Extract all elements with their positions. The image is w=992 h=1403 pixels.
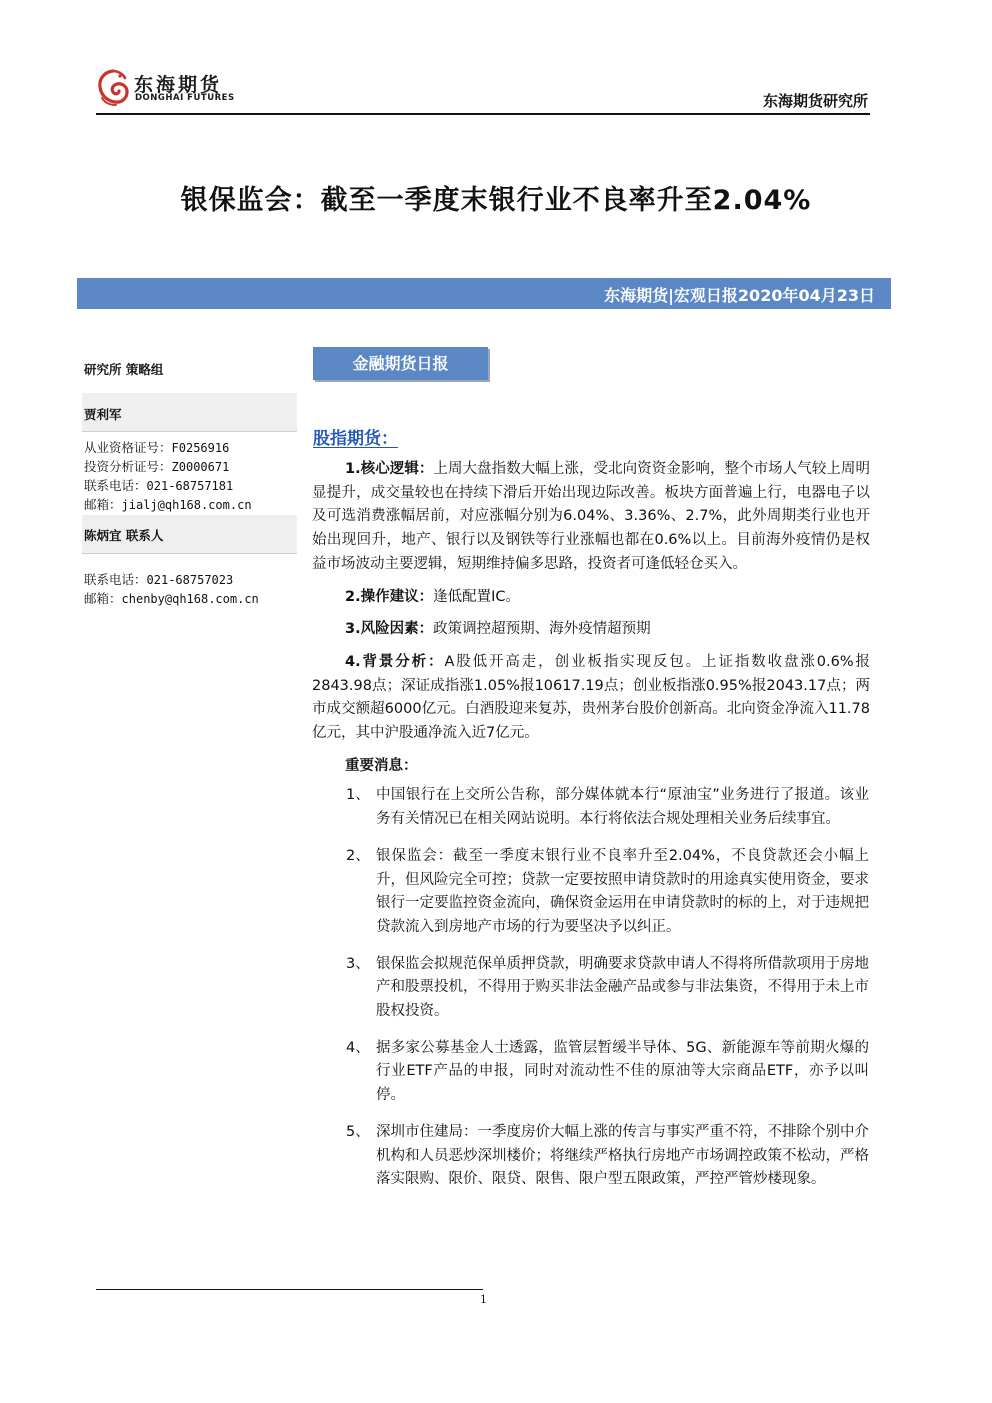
news-number: 4、 — [346, 1039, 370, 1056]
news-item — [312, 1121, 870, 1192]
sidebar-divider — [82, 553, 297, 554]
news-number: 3、 — [346, 955, 370, 972]
report-title: 银保监会：截至一季度末银行业不良率升至2.04% — [180, 185, 812, 216]
header-divider — [96, 113, 870, 115]
analyst1-email-link[interactable]: jialj@qh168.com.cn — [121, 498, 252, 512]
news-text: 银保监会拟规范保单质押贷款，明确要求贷款申请人不得将所借款项用于房地产和股票投机，不得用于购买非法金融产品或参与非法集资，不得用于未上市股权投资。 — [376, 955, 869, 1020]
analyst1-qual-value: F0256916 — [171, 441, 230, 455]
date-banner — [77, 278, 891, 309]
analyst1-tel-label: 联系电话： — [84, 478, 147, 493]
analyst2-tel-value: 021-68757023 — [146, 573, 234, 587]
news-number: 5、 — [346, 1123, 370, 1140]
news-item — [312, 953, 870, 1024]
dragon-logo-icon — [96, 68, 130, 106]
section-label: 金融期货日报 — [313, 347, 488, 380]
paragraph-advice — [312, 586, 870, 610]
subhead-stock-index-futures: 股指期货： — [313, 429, 398, 449]
analyst1-inv-label: 投资分析证号： — [84, 459, 172, 474]
analyst2-tel-label: 联系电话： — [84, 572, 147, 587]
company-logo — [96, 66, 236, 110]
news-number: 1、 — [346, 787, 370, 804]
paragraph-label: 3.风险因素： — [345, 621, 434, 638]
paragraph-text: A股低开高走，创业板指实现反包。上证指数收盘涨0.6%报2843.98点；深证成指涨1.05%报10617.19点；创业板指涨0.95%报2043.17点；两市成交额超6000亿元。白酒股迎来复苏，贵州茅台股价创新高。北向资金净流入11.78亿元，其中沪股通净流入近7亿元。 — [312, 653, 870, 742]
paragraph-label: 1.核心逻辑： — [345, 461, 434, 477]
news-text: 银保监会：截至一季度末银行业不良率升至2.04%，不良贷款还会小幅上升，但风险完全可控；贷款一定要按照申请贷款时的用途真实使用资金，要求银行一定要监控资金流向，确保资金运用在申请贷款时的标的上，对于违规把贷款流入到房地产市场的行为要坚决予以纠正。 — [376, 847, 869, 935]
paragraph-text: 逢低配置IC。 — [433, 588, 521, 605]
analyst1-tel-value: 021-68757181 — [146, 479, 234, 493]
analyst1-email-label: 邮箱： — [84, 497, 122, 512]
news-item — [312, 1037, 870, 1108]
analyst1-email — [84, 495, 252, 513]
news-number: 2、 — [346, 847, 370, 864]
paragraph-label: 2.操作建议： — [345, 588, 434, 605]
analyst1-inv-value: Z0000671 — [171, 460, 230, 474]
header-org-name: 东海期货研究所 — [762, 92, 868, 110]
news-text: 中国银行在上交所公告称，部分媒体就本行“原油宝”业务进行了报道。该业务有关情况已在相关网站说明。本行将依法合规处理相关业务后续事宜。 — [376, 787, 869, 828]
sidebar-divider — [82, 431, 297, 432]
logo-english-name: DONGHAI FUTURES — [135, 93, 235, 103]
banner-text: 东海期货|宏观日报2020年04月23日 — [604, 286, 875, 305]
news-item — [312, 784, 870, 831]
paragraph-risk — [312, 618, 870, 642]
analyst2-name: 陈炳宜 联系人 — [84, 528, 164, 543]
footer-divider — [96, 1289, 483, 1290]
news-heading: 重要消息： — [345, 757, 418, 774]
analyst2-email-link[interactable]: chenby@qh168.com.cn — [121, 592, 259, 606]
analyst1-inv — [84, 457, 229, 475]
analyst1-name: 贾利军 — [84, 407, 122, 422]
analyst2-tel — [84, 570, 233, 588]
news-text: 深圳市住建局：一季度房价大幅上涨的传言与事实严重不符，不排除个别中介机构和人员恶炒深圳楼价；将继续严格执行房地产市场调控政策不松动，严格落实限购、限价、限贷、限售、限户型五限政策，严控严管炒楼现象。 — [376, 1123, 869, 1188]
sidebar-dept: 研究所 策略组 — [84, 362, 164, 377]
paragraph-text: 政策调控超预期、海外疫情超预期 — [433, 621, 651, 638]
news-item — [312, 845, 870, 940]
paragraph-label: 4.背景分析： — [345, 653, 445, 670]
analyst1-qual-label: 从业资格证号： — [84, 440, 172, 455]
analyst2-email — [84, 589, 259, 607]
analyst1-qual — [84, 438, 229, 456]
page-number: 1 — [480, 1293, 487, 1306]
news-text: 据多家公募基金人士透露，监管层暂缓半导体、5G、新能源车等前期火爆的行业ETF产品的申报，同时对流动性不佳的原油等大宗商品ETF，亦予以叫停。 — [376, 1039, 869, 1104]
paragraph-background — [312, 651, 870, 746]
report-body — [312, 458, 870, 1205]
analyst1-tel — [84, 476, 233, 494]
analyst2-email-label: 邮箱： — [84, 591, 122, 606]
logo-chinese-name: 东海期货 — [134, 74, 223, 96]
paragraph-text: 上周大盘指数大幅上涨，受北向资资金影响，整个市场人气较上周明显提升，成交量较也在持续下滑后开始出现边际改善。板块方面普遍上行，电器电子以及可选消费涨幅居前，对应涨幅分别为6.04%、3.36%、2.7%，此外周期类行业也开始出现回升，地产、银行以及钢铁等行业涨幅也都在0.6%以上。目前海外疫情仍是权益市场波动主要逻辑，短期维持偏多思路，投资者可逢低轻仓买入。 — [312, 461, 870, 572]
paragraph-core-logic — [312, 458, 870, 577]
